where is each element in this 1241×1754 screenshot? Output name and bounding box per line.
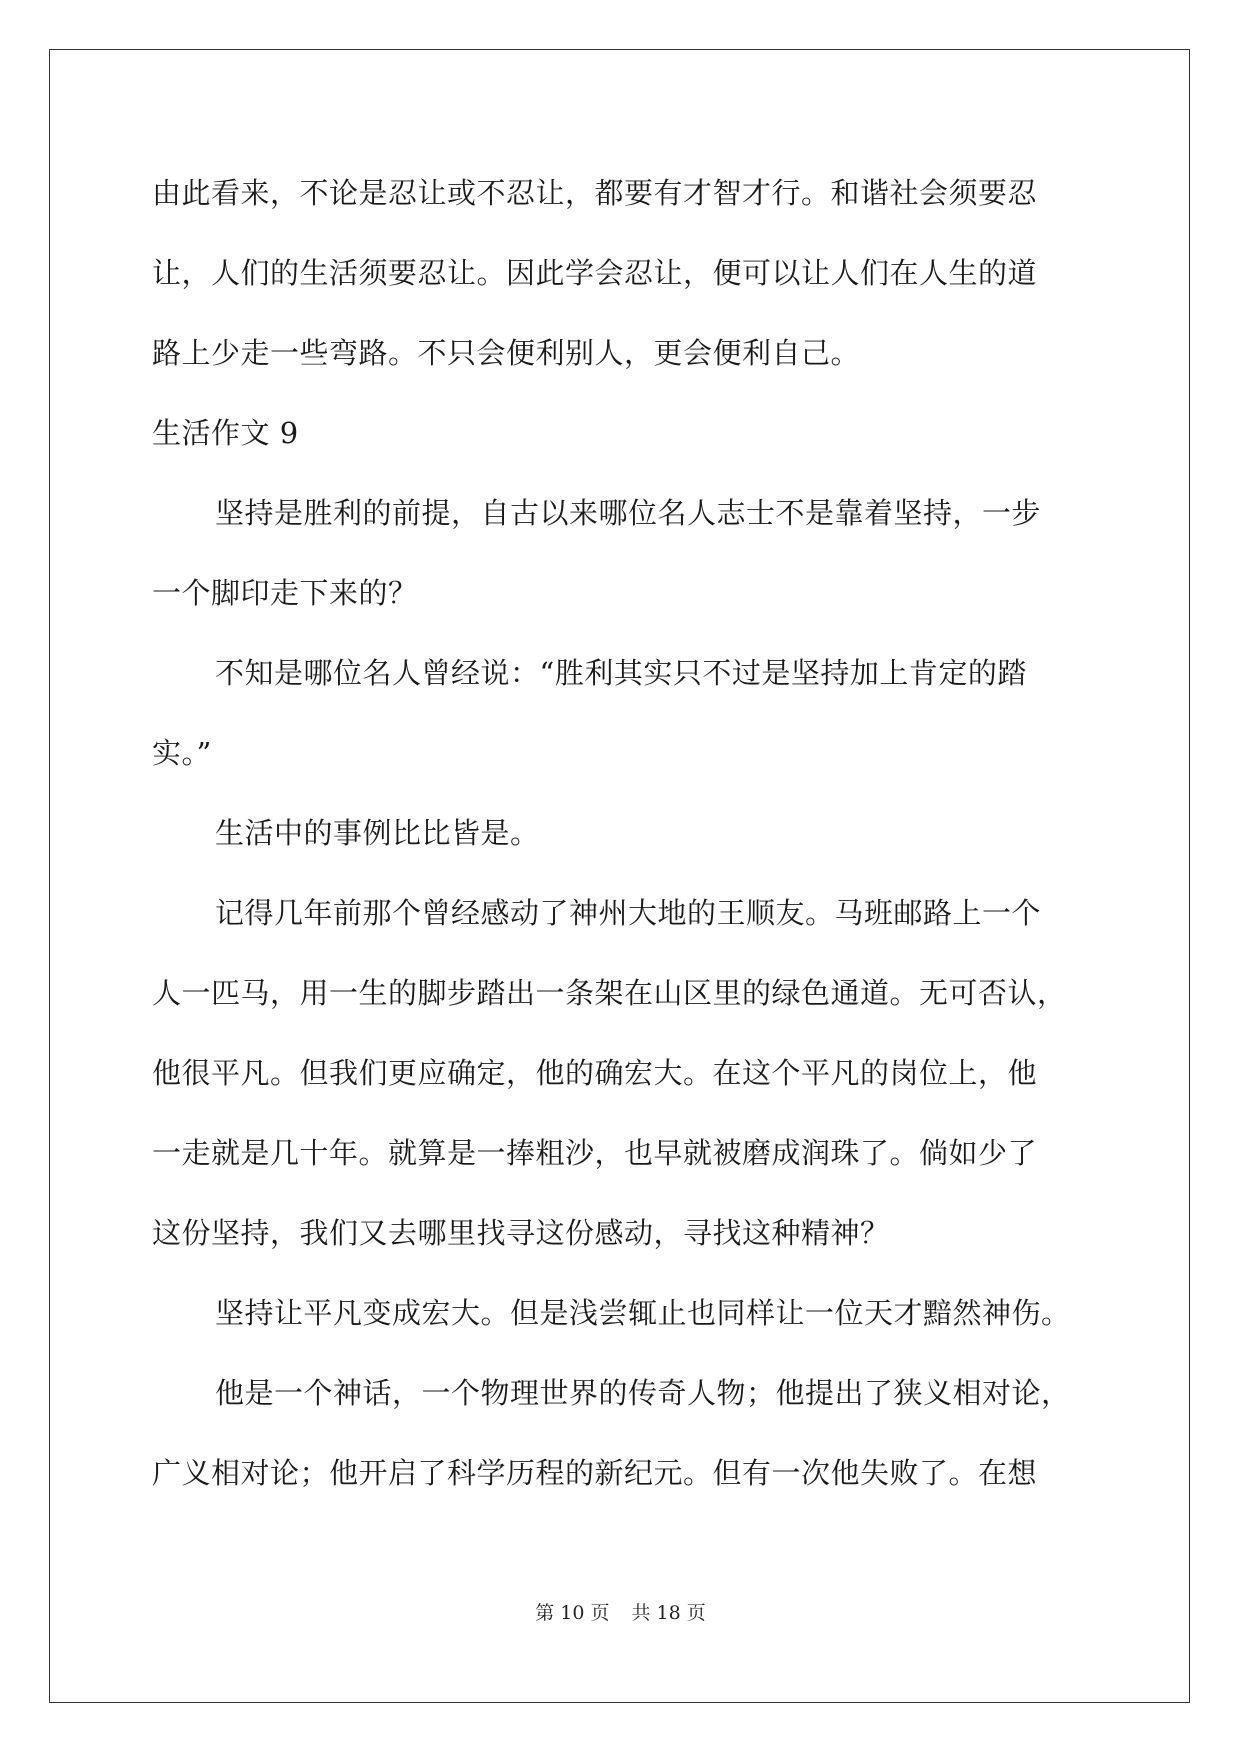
paragraph-line: 一走就是几十年。就算是一捧粗沙，也早就被磨成润珠了。倘如少了 bbox=[152, 1136, 1038, 1170]
paragraph-line: 他很平凡。但我们更应确定，他的确宏大。在这个平凡的岗位上，他 bbox=[152, 1056, 1038, 1090]
section-heading: 生活作文 9 bbox=[152, 416, 299, 450]
paragraph-line: 让，人们的生活须要忍让。因此学会忍让，便可以让人们在人生的道 bbox=[152, 256, 1038, 290]
paragraph-line: 不知是哪位名人曾经说：“胜利其实只不过是坚持加上肯定的踏 bbox=[215, 656, 1027, 690]
page-footer bbox=[0, 1600, 1241, 1626]
paragraph-line: 记得几年前那个曾经感动了神州大地的王顺友。马班邮路上一个 bbox=[215, 896, 1042, 930]
paragraph-line: 坚持是胜利的前提，自古以来哪位名人志士不是靠着坚持，一步 bbox=[215, 496, 1042, 530]
page-total: 共 18 页 bbox=[631, 1602, 706, 1624]
paragraph-line: 这份坚持，我们又去哪里找寻这份感动，寻找这种精神？ bbox=[152, 1216, 890, 1250]
paragraph-line: 广义相对论；他开启了科学历程的新纪元。但有一次他失败了。在想 bbox=[152, 1456, 1038, 1490]
paragraph-line: 由此看来，不论是忍让或不忍让，都要有才智才行。和谐社会须要忍 bbox=[152, 176, 1038, 210]
paragraph-line: 一个脚印走下来的？ bbox=[152, 576, 418, 610]
paragraph-line: 路上少走一些弯路。不只会便利别人，更会便利自己。 bbox=[152, 336, 861, 370]
paragraph-line: 他是一个神话，一个物理世界的传奇人物；他提出了狭义相对论， bbox=[215, 1376, 1071, 1410]
paragraph-line: 人一匹马，用一生的脚步踏出一条架在山区里的绿色通道。无可否认， bbox=[152, 976, 1067, 1010]
paragraph-line: 生活中的事例比比皆是。 bbox=[215, 816, 540, 850]
paragraph-line: 坚持让平凡变成宏大。但是浅尝辄止也同样让一位天才黯然神伤。 bbox=[215, 1296, 1071, 1330]
page-number: 第 10 页 bbox=[535, 1602, 610, 1624]
paragraph-line: 实。” bbox=[152, 736, 212, 770]
